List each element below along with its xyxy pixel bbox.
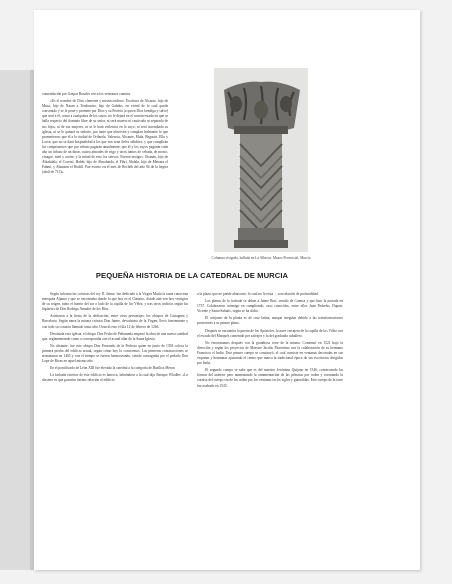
paragraph: En el pontificado de León XIII fue elevada la catedral a la categoría de Basílica Menor. xyxy=(50,366,176,371)
paragraph: Asistieron a la fiesta de la dedicación, entre otros personajes, los obispos de Cartagena y Barcelona. Según narra la misma crónica Don Jaime, devotísimo de la Virgen, llevó fuertemente y con todo su corazón llamado tanto año. Ocurrió esto el día 12 de febrero de 1266. xyxy=(42,314,188,329)
column-capital-image xyxy=(214,68,308,252)
paragraph: No obstante, fue este obispo Don Fernando de la Pedrosa quien en junio de 1394 coloca la primera piedra del edificio actual, según cómo hoy lo conocemos. Las primeras construcciones se terminaron en 1465 y con el tiempo se fueron hermoseando, siendo consagrada por el prelado Don Lope de Rivas en aquel mismo año. xyxy=(42,343,188,364)
column-capital-photo xyxy=(214,68,308,252)
paragraph: La fachada exterior de este edificio es barroca, labrándose a la cual dijo Enrique Wladler: «Le dissiero es que gozarías tiernos relación el edificio xyxy=(42,373,188,383)
photo-caption: Columna visigoda, hallada en La Alberca. Museo Provincial, Murcia xyxy=(211,256,311,260)
paragraph: a la plaza, que no puede abarcarse, lo cual no le resta ... son relación de profundidad. xyxy=(197,292,319,296)
paragraph: Destinada esta iglesia, el obispo Don Pedro de Peñaranda empezó la obra de una nueva catedral que, reglamentando como a correspondía con el actual altar de la Santa Iglesia. xyxy=(42,331,188,341)
paragraph: No encontramos después con la grandiosa torre de la misma. Comenzó en 1521 bajo la dirección y según los proyectos de Maestro Jacobo Florentino con la colaboración de su hermano Francisco el Indio. Este primer cuerpo se construyó, el cual consiste en ventanas decoradas en sus esquinas y hermanas ajustando el centro que marca la tradicional época de sus escritorios dirigidos por Italia. xyxy=(197,340,343,366)
paragraph: El conjunto de la planta es de cruz latina, aunque irregular debido a las transformaciones posteriores a su primer plano. xyxy=(197,316,343,326)
section-heading: PEQUEÑA HISTORIA DE LA CATEDRAL DE MURCIA xyxy=(95,271,289,280)
binding-edge xyxy=(0,70,34,570)
paragraph: Después se encuentra la puerta de los Apóstoles, la nave cerrajera de la capilla de los Vélez con el escudo del Marqués contenido por salvajes y la del graduada caballero. xyxy=(197,328,343,338)
right-column xyxy=(197,292,343,472)
paragraph: El segundo cuerpo se sabe que es del maestro Jerónimo Quijano en 1546, conservando las formas del anterior pero aumentando la ornamentación de las pilastras por orden y coronando la cornisa del cuerpo sin de los orden por los ventanas en los siglos y guirnaldas. Este cuerpo de la torre fue acabado en 1545. xyxy=(197,368,343,388)
paragraph: Según informa las crónicas del rey D. Jaime, fue dedicada a la Virgen María la tanta catorcena mezquita Aljama y que se encontraba donde lo que hoy es el Claustro, donde aún ven hoy vestigios de su origen, tanto el huerto del sur o lado de la capilla de los Vélez, y tras otros indicios según las hipótesis de Don Rodrigo Amador de los Ríos. xyxy=(42,292,188,312)
intro-paragraph: comendación por Gaspar Rosales cerca los veteranos cuantos. xyxy=(42,92,132,96)
charter-text-block xyxy=(42,92,168,292)
left-column xyxy=(42,292,188,502)
paragraph: Los planos de la fachada se deben a Jaime Bort, venido de Cuenca y que hizo la portada en 1737. Colaboraron conmigo en cumpliendo, caso conocidos, entre ellos Juan Pedreño, Dupart, Vicente y Santa Sabatis, según se ha dicho. xyxy=(197,299,343,314)
charter-paragraph: «Es el nombre de Dios clemente y misericordioso. Escritura de Alcaraz, hijo de Musa, hijo de Nasan a Teodomiro, hijo de Gabdus, en virtud de lo cual queda convenido y se le pone y promete por Dios y su Profeta (a quien Dios bendiga y salve) que será a él, como a cualquiera de los suyos, no le dejará en el común estado en que se halla respecto del dominio libre de su señor, ni será muerto ni cautivado ni separado de sus hijos, ni de sus mujeres, ni se le hará violencia en lo suyo, ni será incendiada su iglesia, ni se le quitará su señorío, por tanto que observen y cumplan lealmente lo que prometieron; que él a la ciudad de Orihuela, Valencia, Alicante, Mula, Begastri, Ello y Lorca; que no se dará hospitalidad a los que nos sean fieles súbditos, y que cumplirán los compromisos que por tributo pagarán anualmente; que él y los suyos pagarán cada año un tributo de un dinar, cuatro almudes de trigo y otros tantos de cebada, de mosto, vinagre, miel y aceite; y la mitad de esto los siervos. Fueron testigos: Otsmán, hijo de Abiabdala, el Coreixí, Habib, hijo de Abuobaida, el Fihrí, Abdala, hijo de Meisara el Fahmí, y Abuasim el Hodilí. Fue escrito en el mes de Rechéb del año 94 de la hégira (abril de 713)». xyxy=(42,99,168,175)
